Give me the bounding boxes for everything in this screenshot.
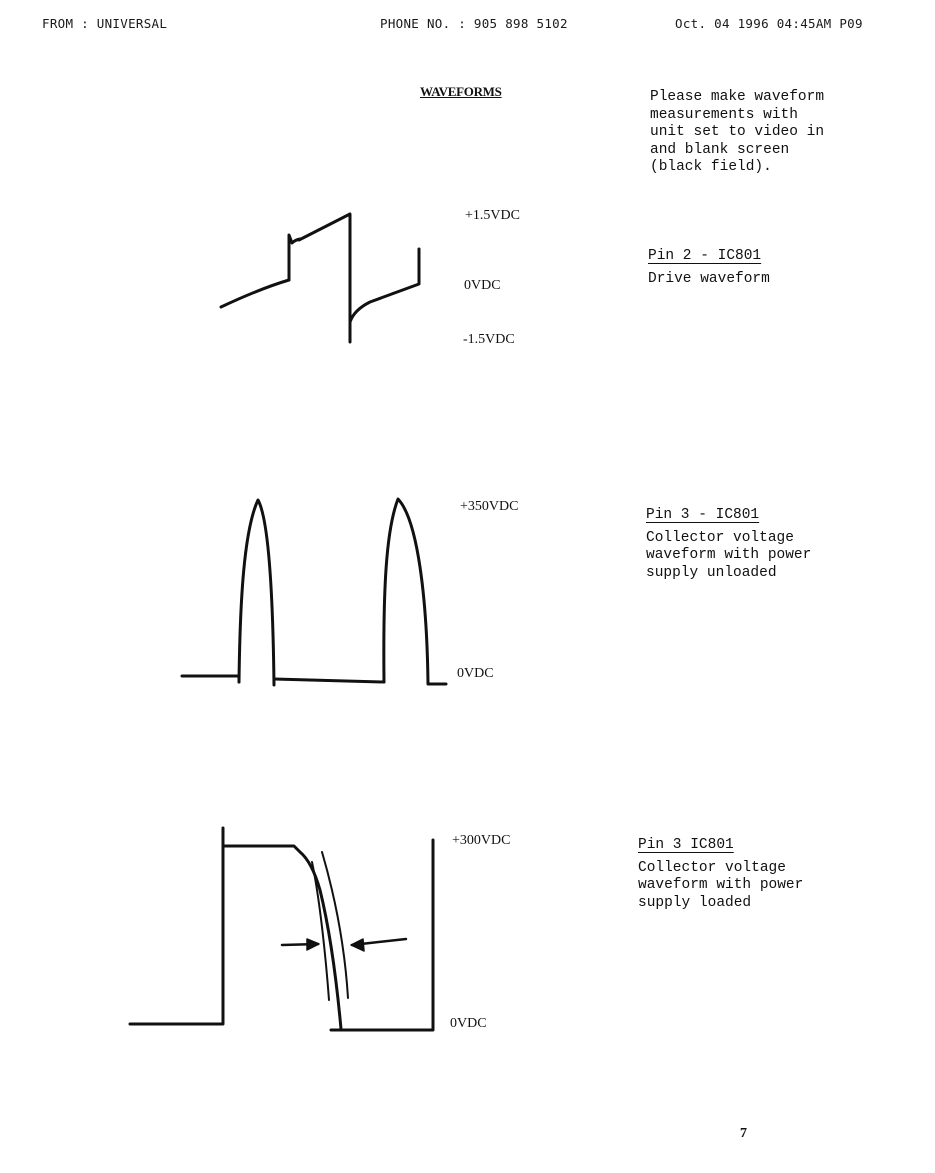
caption-description: Collector voltage waveform with power supply loaded xyxy=(638,859,804,911)
caption-pin-heading: Pin 3 - IC801 xyxy=(646,507,760,523)
page-number: 7 xyxy=(740,1126,747,1141)
caption-description: Collector voltage waveform with power supply unloaded xyxy=(646,529,812,581)
caption-description: Drive waveform xyxy=(648,270,770,287)
voltage-label-0: 0VDC xyxy=(457,666,494,681)
caption-pin-heading: Pin 2 - IC801 xyxy=(648,248,762,264)
fax-phone-number: PHONE NO. : 905 898 5102 xyxy=(380,16,568,31)
waveform-caption xyxy=(646,507,811,582)
voltage-label-plus-350: +350VDC xyxy=(460,499,519,514)
voltage-label-plus-300: +300VDC xyxy=(452,833,511,848)
voltage-label-0: 0VDC xyxy=(464,278,501,293)
measurement-note: Please make waveform measurements with unit set to video in and blank screen (black field). xyxy=(650,89,825,175)
voltage-label-plus-1-5: +1.5VDC xyxy=(465,208,520,223)
drive-waveform-trace xyxy=(221,214,419,342)
caption-pin-heading: Pin 3 IC801 xyxy=(638,837,734,853)
collector-unloaded-trace xyxy=(182,499,446,685)
waveform-caption xyxy=(648,248,770,288)
voltage-label-minus-1-5: -1.5VDC xyxy=(463,332,515,347)
voltage-label-0: 0VDC xyxy=(450,1016,487,1031)
fax-sender: FROM : UNIVERSAL xyxy=(42,16,168,31)
collector-loaded-trace xyxy=(130,828,433,1030)
fax-date-page: Oct. 04 1996 04:45AM P09 xyxy=(675,16,863,31)
waveform-caption xyxy=(638,837,803,912)
page-title: WAVEFORMS xyxy=(420,84,502,99)
